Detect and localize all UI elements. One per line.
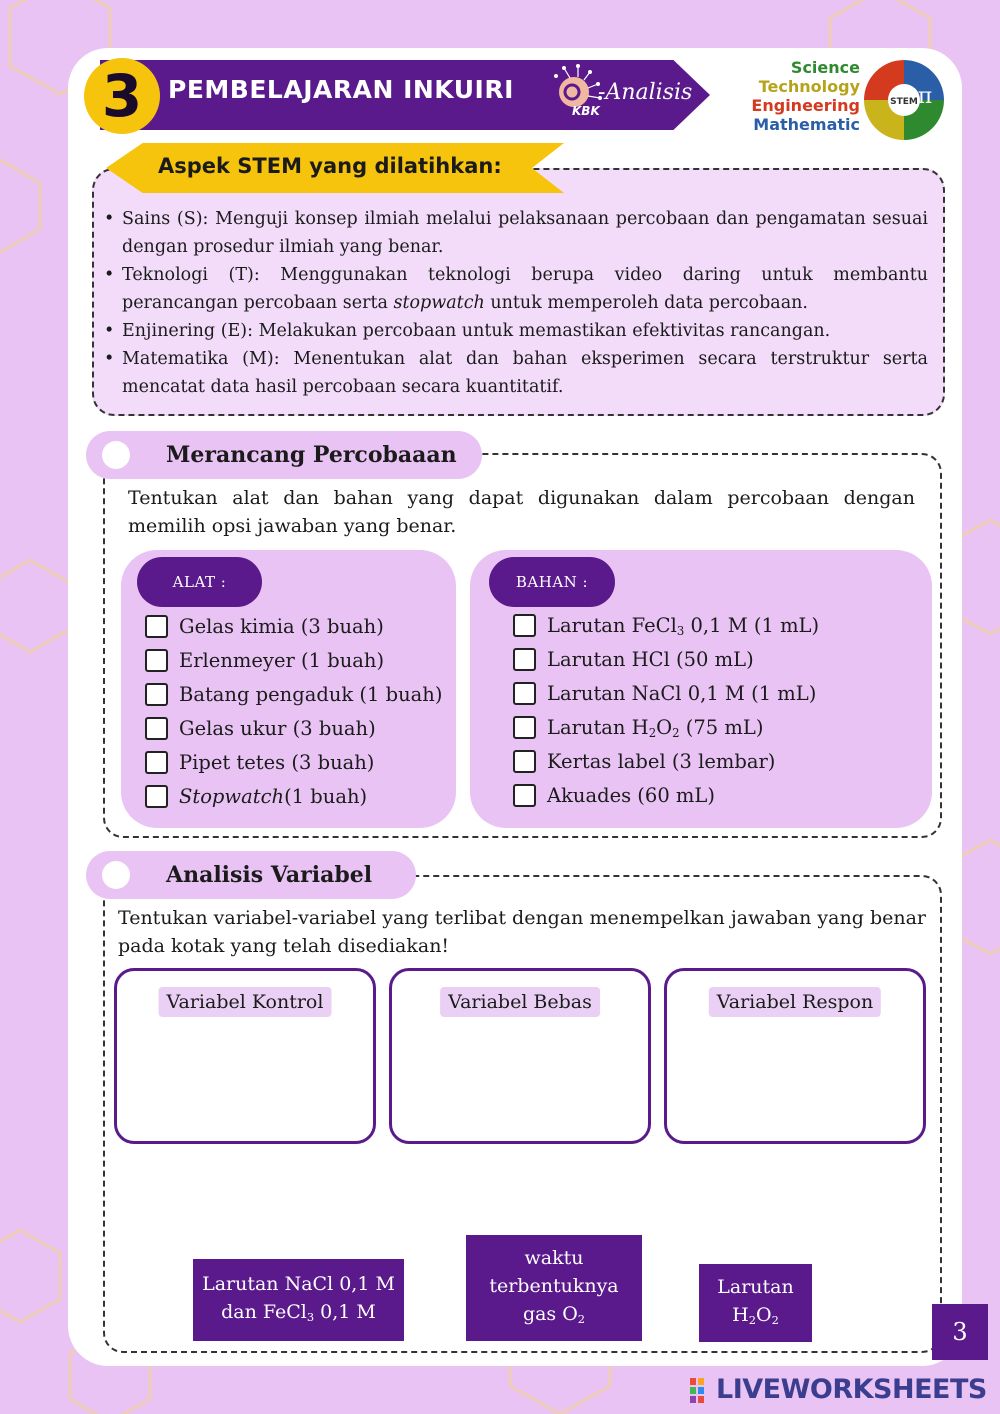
bahan-option[interactable]: Larutan FeCl$_3$ 0,1 M (1 mL) bbox=[513, 614, 819, 638]
alat-option[interactable]: Gelas kimia (3 buah) bbox=[145, 615, 384, 638]
alat-option[interactable]: Pipet tetes (3 buah) bbox=[145, 751, 374, 774]
checkbox[interactable] bbox=[145, 785, 168, 808]
answer-card-h2o2[interactable]: Larutan $H_2O_2$ bbox=[699, 1264, 812, 1342]
liveworksheets-logo[interactable] bbox=[690, 1374, 987, 1405]
svg-text:π: π bbox=[917, 84, 933, 109]
alat-option[interactable]: Stopwatch (1 buah) bbox=[145, 785, 367, 808]
answer-card-waktu-gas[interactable]: waktu terbentuknya gas $O_2$ bbox=[466, 1235, 642, 1341]
merancang-instruction: Tentukan alat dan bahan yang dapat digunakan dalam percobaan dengan memilih opsi jawaban yang benar. bbox=[128, 487, 915, 537]
variabel-bebas-label: Variabel Bebas bbox=[440, 987, 600, 1017]
variabel-respon-dropzone[interactable] bbox=[664, 968, 926, 1144]
liveworksheets-text: LIVEWORKSHEETS bbox=[716, 1374, 987, 1405]
stem-word-mathematic: Mathematic bbox=[753, 115, 860, 134]
section-bullet-icon bbox=[102, 861, 130, 889]
section-title: Merancang Percobaaan bbox=[166, 442, 457, 468]
chapter-number-badge: 3 bbox=[84, 58, 160, 134]
stem-word-engineering: Engineering bbox=[751, 96, 860, 115]
stem-wheel-icon bbox=[862, 58, 946, 142]
stem-word-technology: Technology bbox=[758, 77, 860, 96]
bahan-option[interactable]: Larutan NaCl 0,1 M (1 mL) bbox=[513, 682, 816, 705]
variabel-bebas-dropzone[interactable] bbox=[389, 968, 651, 1144]
variabel-respon-label: Variabel Respon bbox=[709, 987, 881, 1017]
bahan-option[interactable]: Akuades (60 mL) bbox=[513, 784, 715, 807]
checkbox[interactable] bbox=[145, 683, 168, 706]
bahan-option[interactable]: Larutan HCl (50 mL) bbox=[513, 648, 754, 671]
aspek-stem-list bbox=[104, 205, 928, 401]
merancang-section-header bbox=[86, 431, 482, 479]
alat-option[interactable]: Batang pengaduk (1 buah) bbox=[145, 683, 442, 706]
variabel-kontrol-label: Variabel Kontrol bbox=[159, 987, 332, 1017]
answer-card-nacl-fecl3[interactable]: Larutan NaCl 0,1 M dan FeCl$_3$ 0,1 M bbox=[193, 1259, 404, 1341]
page-title: PEMBELAJARAN INKUIRI bbox=[168, 75, 514, 104]
checkbox[interactable] bbox=[513, 750, 536, 773]
alat-option[interactable]: Erlenmeyer (1 buah) bbox=[145, 649, 384, 672]
analisis-instruction: Tentukan variabel-variabel yang terlibat dengan menempelkan jawaban yang benar pada kotak yang telah disediakan! bbox=[118, 907, 926, 957]
checkbox[interactable] bbox=[145, 615, 168, 638]
bahan-option[interactable]: Kertas label (3 lembar) bbox=[513, 750, 775, 773]
list-item: • Matematika (M): Menentukan alat dan bahan eksperimen secara terstruktur serta mencatat data hasil percobaan secara kuantitatif. bbox=[104, 345, 928, 401]
section-title: Analisis Variabel bbox=[166, 862, 373, 888]
checkbox[interactable] bbox=[513, 648, 536, 671]
checkbox[interactable] bbox=[145, 751, 168, 774]
checkbox[interactable] bbox=[513, 682, 536, 705]
list-item: • Teknologi (T): Menggunakan teknologi berupa video daring untuk membantu perancangan percobaan serta stopwatch untuk memperoleh data percobaan. bbox=[104, 261, 928, 317]
analisis-section-header bbox=[86, 851, 416, 899]
checkbox[interactable] bbox=[513, 614, 536, 637]
checkbox[interactable] bbox=[513, 784, 536, 807]
page-number: 3 bbox=[932, 1304, 988, 1360]
list-item: • Sains (S): Menguji konsep ilmiah melalui pelaksanaan percobaan dan pengamatan sesuai dengan prosedur ilmiah yang benar. bbox=[104, 205, 928, 261]
checkbox[interactable] bbox=[145, 649, 168, 672]
aspek-stem-title: Aspek STEM yang dilatihkan: bbox=[158, 154, 502, 178]
bahan-tag: BAHAN : bbox=[489, 557, 615, 607]
list-item: • Enjinering (E): Melakukan percobaan untuk memastikan efektivitas rancangan. bbox=[104, 317, 928, 345]
bahan-option[interactable]: Larutan $H_2O_2$ (75 mL) bbox=[513, 716, 763, 740]
page-subtitle: -Analisis bbox=[598, 80, 693, 105]
alat-option[interactable]: Gelas ukur (3 buah) bbox=[145, 717, 376, 740]
kbk-label: KBK bbox=[572, 104, 600, 118]
stem-words-logo bbox=[742, 58, 860, 134]
checkbox[interactable] bbox=[145, 717, 168, 740]
stem-wheel-center: STEM bbox=[890, 97, 918, 107]
variabel-kontrol-dropzone[interactable] bbox=[114, 968, 376, 1144]
liveworksheets-mark-icon bbox=[690, 1376, 712, 1404]
checkbox[interactable] bbox=[513, 716, 536, 739]
section-bullet-icon bbox=[102, 441, 130, 469]
alat-tag: ALAT : bbox=[137, 557, 262, 607]
stem-word-science: Science bbox=[790, 58, 860, 77]
